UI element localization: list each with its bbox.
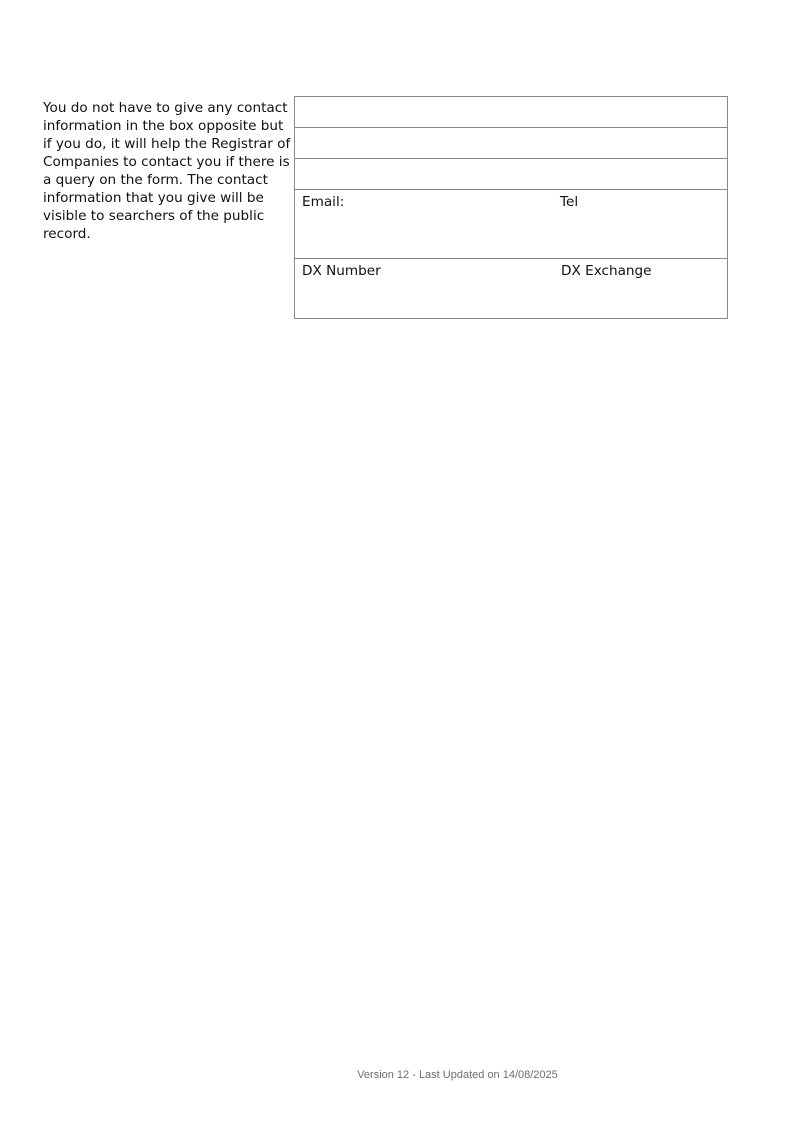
contact-address-line-2[interactable]	[295, 128, 727, 159]
contact-details-box	[294, 96, 728, 319]
dx-number-label: DX Number	[302, 263, 381, 279]
email-tel-row	[295, 190, 727, 259]
version-footer: Version 12 - Last Updated on 14/08/2025	[357, 1069, 558, 1081]
contact-information-notice: You do not have to give any contact information in the box opposite but if you do, it will help the Registrar of Companies to contact you if there is a query on the form. The contact information that you give will be visible to searchers of the public record.	[43, 100, 291, 242]
email-label: Email:	[302, 194, 345, 210]
dx-exchange-label: DX Exchange	[561, 263, 652, 279]
dx-row	[295, 259, 727, 317]
contact-address-line-1[interactable]	[295, 97, 727, 128]
contact-address-line-3[interactable]	[295, 159, 727, 190]
tel-label: Tel	[560, 194, 579, 210]
